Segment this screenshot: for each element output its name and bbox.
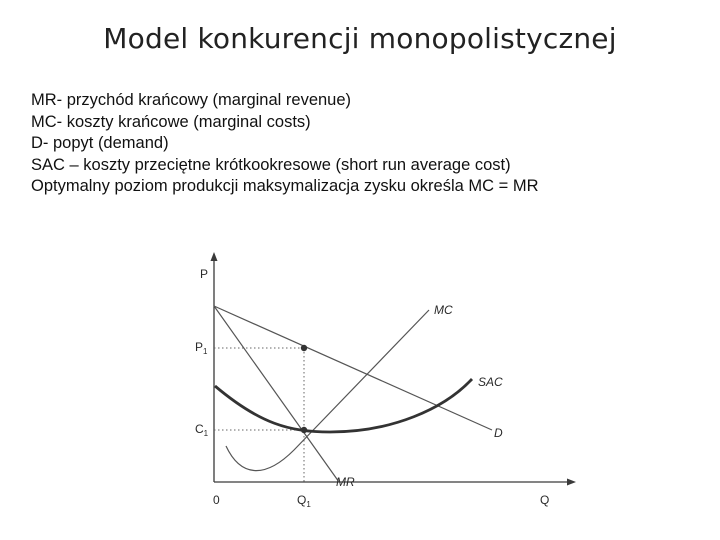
y-axis-label: P — [200, 267, 209, 281]
c1-letter: C — [195, 422, 204, 436]
origin-label: 0 — [213, 493, 220, 507]
q1-label — [297, 493, 311, 509]
q1-letter: Q — [297, 493, 307, 507]
c1-subscript: 1 — [203, 429, 209, 438]
definition-d: D- popyt (demand) — [31, 134, 169, 152]
c1-label — [195, 422, 209, 438]
definitions-list — [31, 90, 701, 198]
x-axis-label: Q — [540, 493, 550, 507]
y-axis-arrow — [211, 252, 218, 261]
demand-point — [301, 345, 307, 351]
slide-title: Model konkurencji monopolistycznej — [103, 22, 617, 55]
p1-subscript: 1 — [203, 347, 208, 356]
definition-sac: SAC – koszty przeciętne krótkookresowe (short run average cost) — [31, 155, 511, 174]
p1-letter: P — [195, 340, 204, 354]
definition-mr: MR- przychód krańcowy (marginal revenue) — [31, 91, 352, 109]
demand-label: D — [494, 426, 503, 440]
definition-optimum: Optymalny poziom produkcji maksymalizacja zysku określa MC = MR — [31, 177, 539, 195]
x-axis-arrow — [567, 479, 576, 486]
mc-mr-point — [301, 427, 307, 433]
mc-label: MC — [434, 303, 453, 317]
monopolistic-competition-diagram — [182, 244, 582, 520]
definition-mc: MC- koszty krańcowe (marginal costs) — [31, 112, 311, 131]
sac-curve — [215, 379, 472, 432]
marginal-cost-curve — [226, 310, 429, 471]
q1-subscript: 1 — [306, 500, 311, 509]
sac-label: SAC — [478, 375, 503, 389]
marginal-revenue-curve — [214, 306, 339, 482]
mr-label: MR — [336, 475, 355, 489]
demand-curve — [214, 306, 492, 430]
p1-label — [195, 340, 208, 356]
